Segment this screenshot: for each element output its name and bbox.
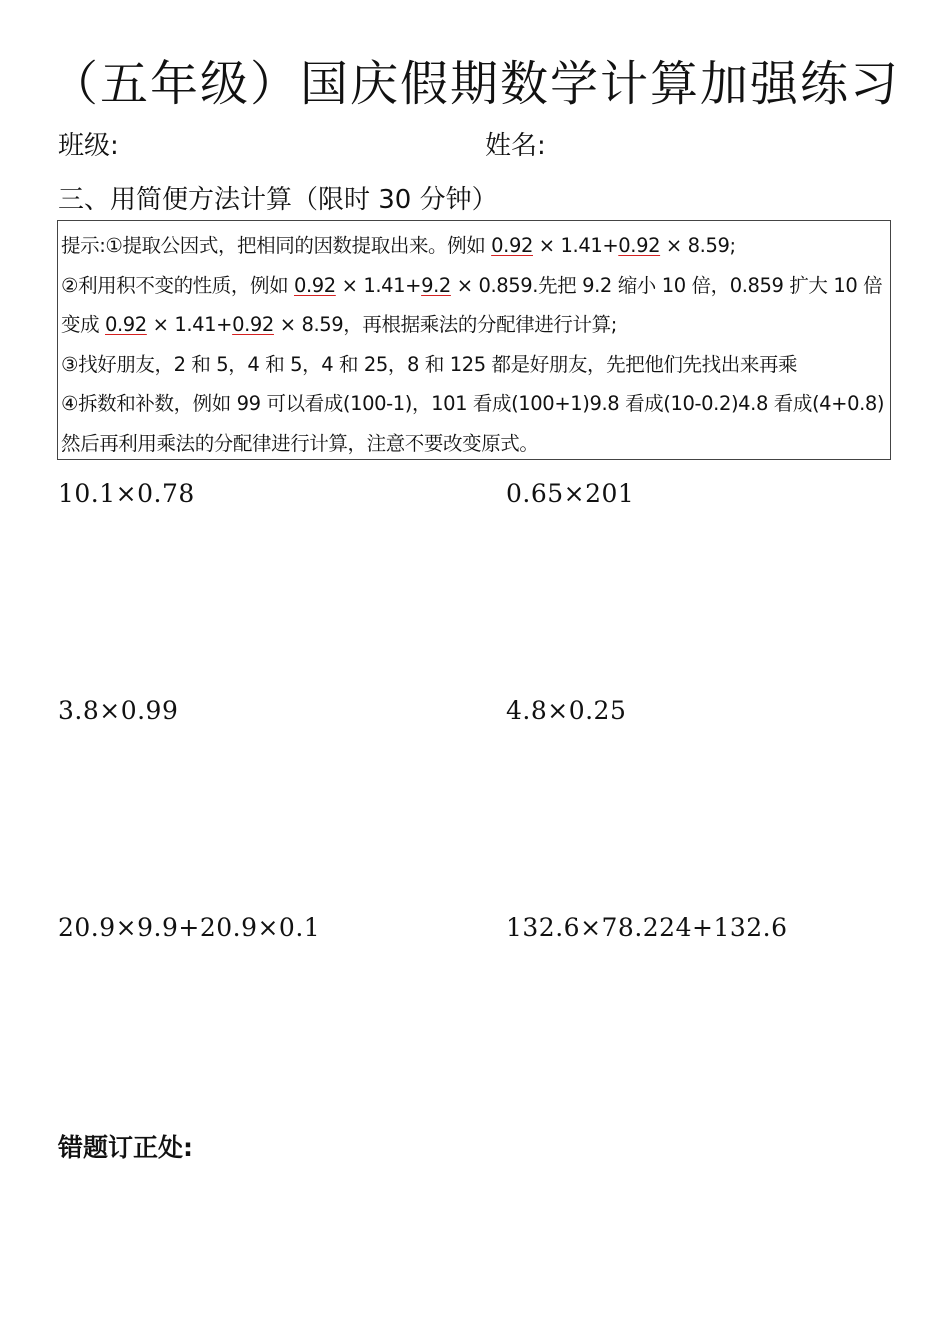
hint-text: 变成	[61, 313, 105, 336]
hint-text: × 1.41+	[146, 313, 233, 336]
problem-2: 0.65×201	[506, 479, 635, 508]
problem-1: 10.1×0.78	[58, 479, 195, 508]
underlined-number: 0.92	[293, 273, 336, 297]
underlined-number: 0.92	[105, 313, 147, 336]
name-field-label: 姓名:	[485, 131, 546, 161]
hint-text: × 8.59;	[660, 234, 736, 257]
underlined-number: 0.92	[232, 313, 274, 336]
hint-line-3	[61, 305, 888, 345]
section-heading: 三、用简便方法计算（限时 30 分钟）	[58, 185, 498, 215]
hint-text: × 1.41+	[532, 234, 619, 257]
hint-text: × 8.59，再根据乘法的分配律进行计算;	[273, 313, 617, 336]
underlined-number: 0.92	[618, 234, 661, 257]
hint-line-6: 然后再利用乘法的分配律进行计算，注意不要改变原式。	[61, 431, 539, 455]
underlined-number: 9.2	[421, 273, 451, 297]
page-title: （五年级）国庆假期数学计算加强练习	[49, 56, 900, 112]
problem-3: 3.8×0.99	[58, 696, 179, 725]
hint-line-2	[61, 266, 888, 306]
problem-4: 4.8×0.25	[506, 696, 627, 725]
hint-text: × 0.859.先把 9.2 缩小 10 倍，0.859 扩大 10 倍	[450, 273, 883, 297]
hint-line-4: ③找好朋友，2 和 5，4 和 5，4 和 25，8 和 125 都是好朋友，先把他们先找出来再乘	[61, 352, 798, 376]
hint-text: × 1.41+	[335, 273, 422, 297]
problem-5: 20.9×9.9+20.9×0.1	[58, 913, 321, 942]
hint-box	[57, 220, 891, 460]
hint-line-5: ④拆数和补数，例如 99 可以看成(100-1)，101 看成(100+1)9.8 看成(10-0.2)4.8 看成(4+0.8)	[61, 392, 885, 415]
hint-text: 提示:①提取公因式，把相同的因数提取出来。例如	[61, 234, 492, 257]
corrections-label: 错题订正处:	[58, 1133, 193, 1162]
problem-6: 132.6×78.224+132.6	[506, 913, 788, 942]
hint-line-1	[61, 226, 888, 266]
hint-text: ②利用积不变的性质，例如	[61, 273, 294, 297]
class-field-label: 班级:	[58, 131, 119, 161]
underlined-number: 0.92	[491, 234, 533, 257]
